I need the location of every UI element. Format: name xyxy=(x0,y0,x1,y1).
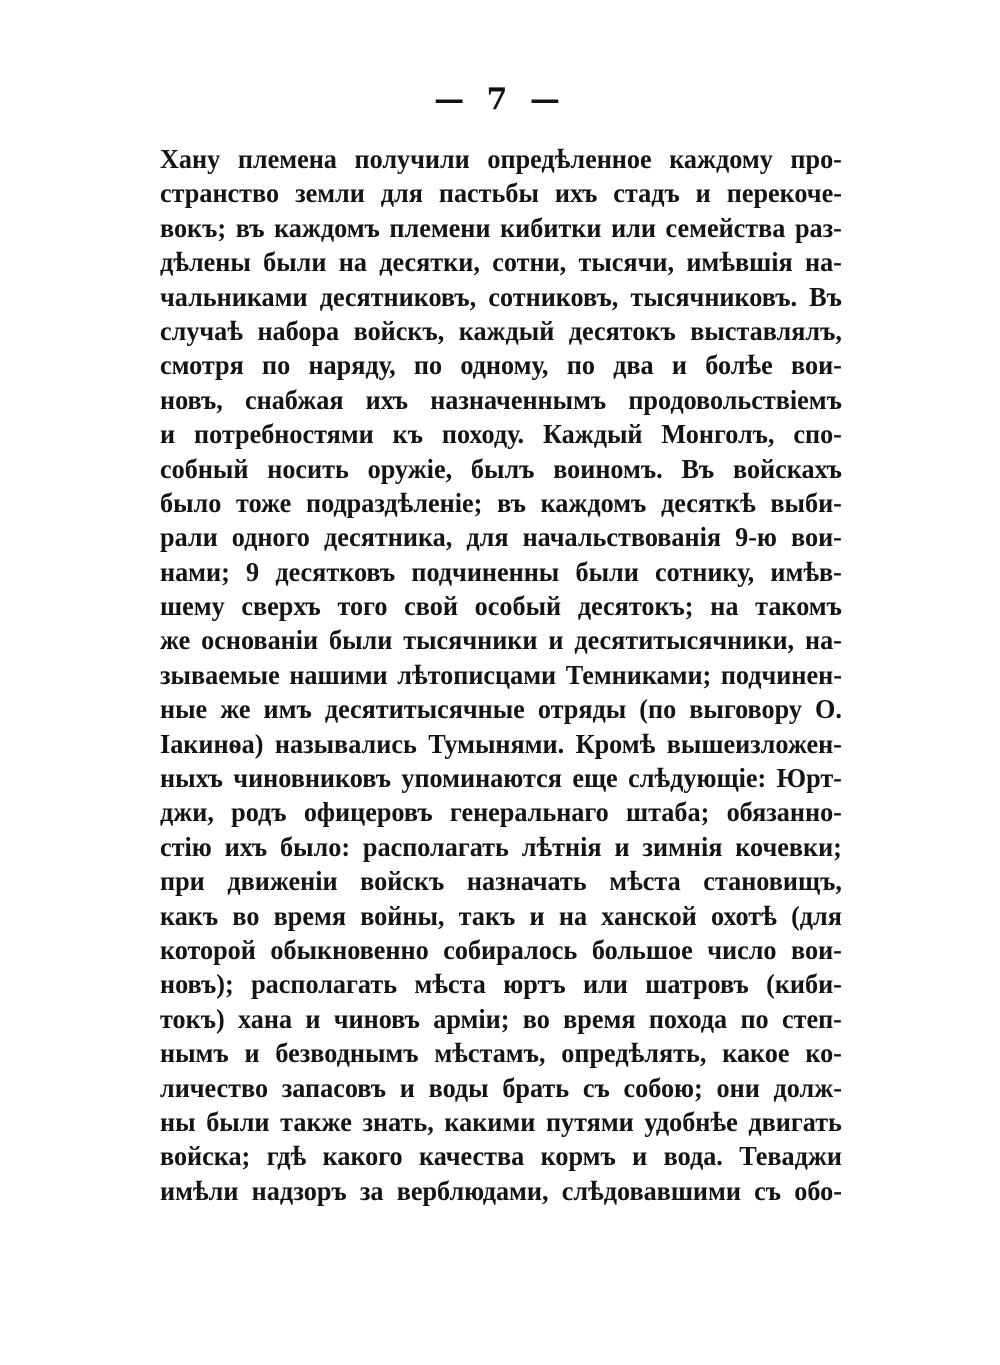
text-line xyxy=(160,486,842,520)
text-line-content: новъ); располагать мѣста юртъ или шатровъ (киби- xyxy=(160,969,842,1000)
text-line-content: ные же имъ десятитысячные отряды (по выговору О. xyxy=(160,694,842,725)
text-line-content: смотря по наряду, по одному, по два и болѣе вои- xyxy=(160,350,842,381)
text-line-content: которой обыкновенно собиралось большое число вои- xyxy=(160,934,842,965)
text-line xyxy=(160,348,842,382)
text-line xyxy=(160,795,842,829)
text-line xyxy=(160,933,842,967)
text-line-content: джи, родъ офицеровъ генеральнаго штаба; обязанно- xyxy=(160,797,842,828)
text-line-content: ны были также знать, какими путями удобнѣе двигать xyxy=(160,1106,842,1137)
text-line xyxy=(160,520,842,554)
text-line-content: дѣлены были на десятки, сотни, тысячи, имѣвшія на- xyxy=(160,247,842,278)
text-line xyxy=(160,899,842,933)
text-line xyxy=(160,623,842,657)
text-line-content: нымъ и безводнымъ мѣстамъ, опредѣлять, какое ко- xyxy=(160,1038,842,1069)
text-line-content: стію ихъ было: располагать лѣтнія и зимнія кочевки; xyxy=(160,831,842,862)
text-line xyxy=(160,1002,842,1036)
text-line-content: ныхъ чиновниковъ упоминаются еще слѣдующіе: Юрт- xyxy=(160,763,842,794)
text-line xyxy=(160,761,842,795)
text-line xyxy=(160,830,842,864)
text-line-content: личество запасовъ и воды брать съ собою; они долж- xyxy=(160,1072,842,1103)
text-line-content: новъ, снабжая ихъ назначеннымъ продовольствіемъ xyxy=(160,384,842,415)
text-line-content: зываемые нашими лѣтописцами Темниками; подчинен- xyxy=(160,659,842,690)
text-line-content: войска; гдѣ какого качества кормъ и вода. Теваджи xyxy=(160,1141,842,1172)
text-line-content: шему сверхъ того свой особый десятокъ; на такомъ xyxy=(160,591,842,622)
text-line-content: рали одного десятника, для начальствованія 9-ю вои- xyxy=(160,522,842,553)
text-line-content: какъ во время войны, такъ и на ханской охотѣ (для xyxy=(160,900,842,931)
text-line-content: случаѣ набора войскъ, каждый десятокъ выставлялъ, xyxy=(160,315,842,346)
text-line xyxy=(160,176,842,210)
text-line-content: собный носить оружіе, былъ воиномъ. Въ войскахъ xyxy=(160,453,842,484)
page-number: — 7 — xyxy=(434,82,566,117)
text-line-content: нами; 9 десятковъ подчиненны были сотнику, имѣв- xyxy=(160,556,842,587)
text-line xyxy=(160,314,842,348)
text-line xyxy=(160,142,842,176)
text-line xyxy=(160,589,842,623)
text-line xyxy=(160,692,842,726)
text-line-content: странство земли для пастьбы ихъ стадъ и перекоче- xyxy=(160,178,842,209)
text-line xyxy=(160,211,842,245)
text-line xyxy=(160,555,842,589)
text-line xyxy=(160,967,842,1001)
body-text xyxy=(160,142,842,1208)
text-line xyxy=(160,864,842,898)
text-line xyxy=(160,417,842,451)
text-line xyxy=(160,1139,842,1173)
text-line-content: же основаніи были тысячники и десятитысячники, на- xyxy=(160,625,842,656)
text-line xyxy=(160,1036,842,1070)
text-line-content: при движеніи войскъ назначать мѣста становищъ, xyxy=(160,866,842,897)
text-line-content: было тоже подраздѣленіе; въ каждомъ десяткѣ выби- xyxy=(160,487,842,518)
text-line xyxy=(160,1071,842,1105)
text-line xyxy=(160,1174,842,1208)
text-line xyxy=(160,658,842,692)
text-line-content: Іакинѳа) назывались Тумынями. Кромѣ вышеизложен- xyxy=(160,728,842,759)
text-line-content: Хану племена получили опредѣленное каждому про- xyxy=(160,144,842,174)
text-line-content: и потребностями къ походу. Каждый Монголъ, спо- xyxy=(160,419,842,450)
text-line xyxy=(160,245,842,279)
text-line-content: имѣли надзоръ за верблюдами, слѣдовавшими съ обо- xyxy=(160,1175,842,1206)
text-line xyxy=(160,452,842,486)
text-line-content: чальниками десятниковъ, сотниковъ, тысячниковъ. Въ xyxy=(160,281,842,312)
text-line xyxy=(160,1105,842,1139)
text-line xyxy=(160,280,842,314)
text-line-content: токъ) хана и чиновъ арміи; во время похода по степ- xyxy=(160,1003,842,1034)
text-line xyxy=(160,727,842,761)
text-line-content: вокъ; въ каждомъ племени кибитки или семейства раз- xyxy=(160,212,842,243)
text-line xyxy=(160,383,842,417)
